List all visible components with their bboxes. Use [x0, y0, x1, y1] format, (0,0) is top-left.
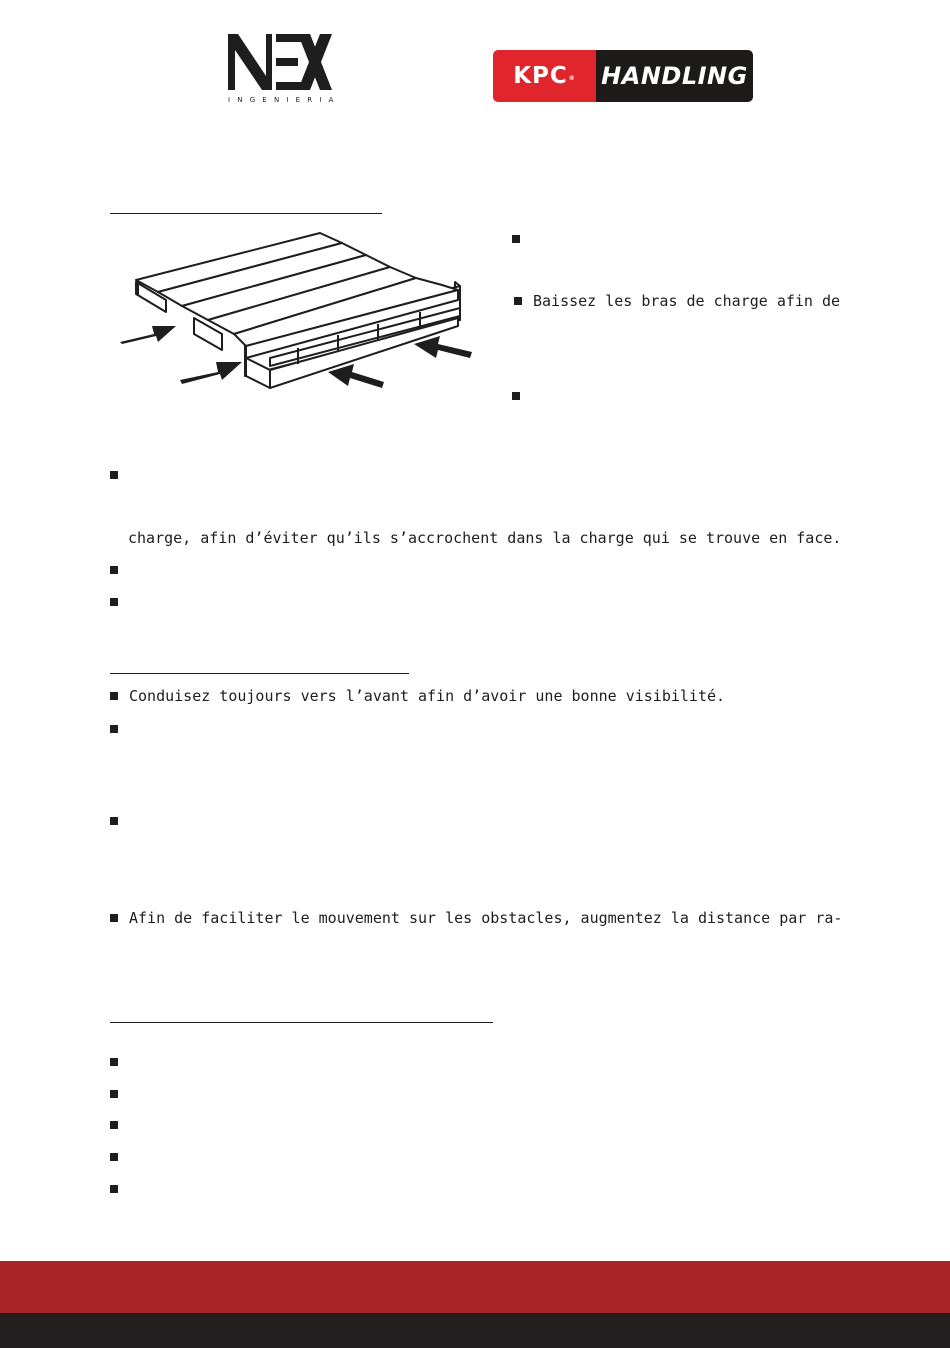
bullet-icon — [512, 235, 520, 243]
bullet-icon — [514, 297, 522, 305]
bullet-icon — [110, 725, 118, 733]
section-2-heading-rule — [110, 673, 409, 674]
footer-red-band — [0, 1261, 950, 1313]
pallet-illustration — [110, 230, 480, 395]
bullet-icon — [110, 566, 118, 574]
kpc-logo-handling-text: HANDLING — [601, 62, 748, 90]
bullet-icon — [110, 914, 118, 922]
bullet-icon — [512, 392, 520, 400]
section-2-item-4: Afin de faciliter le mouvement sur les obstacles, augmentez la distance par ra- — [129, 909, 843, 927]
bullet-icon — [110, 598, 118, 606]
pallet-with-arrows-icon — [110, 230, 480, 395]
kpc-logo-text: KPC — [513, 63, 568, 89]
nex-ingenieria-logo — [228, 34, 341, 110]
bullet-icon — [110, 1121, 118, 1129]
bullet-icon — [110, 1185, 118, 1193]
kpc-handling-logo — [493, 50, 753, 102]
section-3-heading-rule — [110, 1022, 493, 1023]
footer-dark-band — [0, 1313, 950, 1348]
bullet-icon — [110, 1090, 118, 1098]
kpc-logo-handling-part — [596, 50, 753, 102]
nex-logo-mark — [228, 34, 334, 94]
section-1-heading-rule — [110, 213, 382, 214]
kpc-logo-red-part — [493, 50, 596, 102]
nex-logo-subtitle: INGENIERIA — [228, 96, 341, 104]
section-2-item-1: Conduisez toujours vers l’avant afin d’avoir une bonne visibilité. — [129, 687, 726, 705]
body-line: charge, afin d’éviter qu’ils s’accrochent dans la charge qui se trouve en face. — [128, 529, 842, 547]
bullet-icon — [110, 1153, 118, 1161]
bullet-icon — [110, 1058, 118, 1066]
right-column-text: Baissez les bras de charge afin de — [533, 292, 841, 310]
registered-mark: ® — [568, 74, 576, 82]
bullet-icon — [110, 692, 118, 700]
bullet-icon — [110, 471, 118, 479]
bullet-icon — [110, 817, 118, 825]
